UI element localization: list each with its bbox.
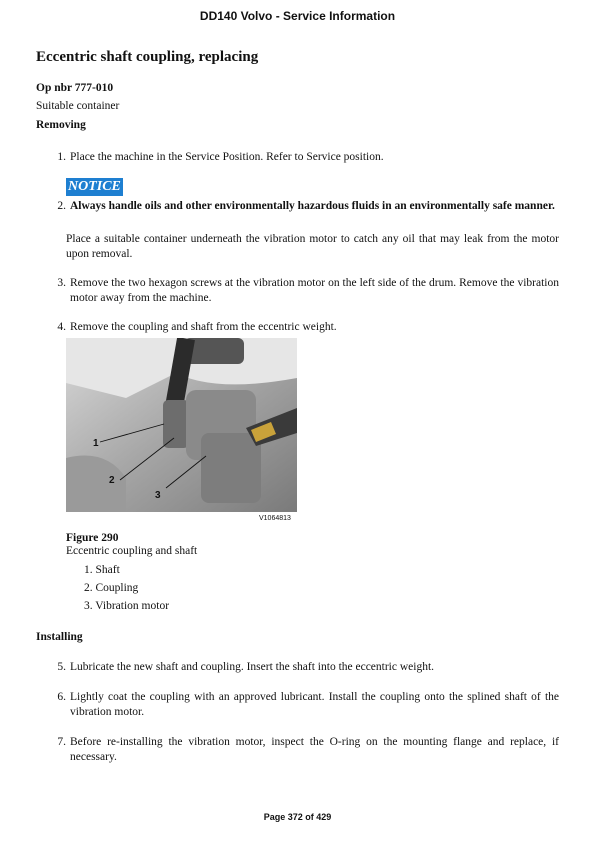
step-5 bbox=[48, 660, 559, 675]
step-number: 6. bbox=[57, 691, 66, 703]
op-number: Op nbr 777-010 bbox=[36, 82, 114, 94]
figure-item: 2. Coupling bbox=[84, 582, 139, 594]
step-6 bbox=[48, 690, 559, 720]
figure-item: 1. Shaft bbox=[84, 564, 120, 576]
step-number: 5. bbox=[57, 661, 66, 673]
step-text: Always handle oils and other environmentally hazardous fluids in an environmentally safe manner. bbox=[70, 200, 555, 212]
step-2-detail: Place a suitable container underneath the vibration motor to catch any oil that may leak from the motor upon removal. bbox=[66, 233, 559, 260]
step-text: Before re-installing the vibration motor, inspect the O-ring on the mounting flange and replace, if necessary. bbox=[70, 736, 559, 763]
callout-3: 3 bbox=[155, 490, 161, 501]
step-3 bbox=[48, 276, 559, 306]
step-number: 1. bbox=[57, 151, 66, 163]
step-number: 4. bbox=[57, 321, 66, 333]
figure-item: 3. Vibration motor bbox=[84, 600, 170, 612]
step-number: 2. bbox=[57, 200, 66, 212]
step-text: Lubricate the new shaft and coupling. Insert the shaft into the eccentric weight. bbox=[70, 661, 435, 673]
step-1 bbox=[48, 150, 559, 165]
figure-code: V1064813 bbox=[259, 515, 291, 522]
page-footer: Page 372 of 429 bbox=[263, 812, 332, 822]
step-text: Remove the two hexagon screws at the vibration motor on the left side of the drum. Remove the vibration motor away from the machine. bbox=[70, 277, 559, 304]
figure-caption: Eccentric coupling and shaft bbox=[66, 545, 198, 557]
tool-requirement: Suitable container bbox=[36, 100, 120, 112]
figure-photo bbox=[66, 338, 297, 512]
removing-heading: Removing bbox=[36, 119, 86, 131]
page-header: DD140 Volvo - Service Information bbox=[199, 9, 396, 23]
step-text: Place the machine in the Service Position. Refer to Service position. bbox=[70, 151, 384, 163]
callout-1: 1 bbox=[93, 438, 99, 449]
step-number: 7. bbox=[57, 736, 66, 748]
step-text: Remove the coupling and shaft from the eccentric weight. bbox=[70, 321, 337, 333]
step-2 bbox=[48, 199, 559, 214]
notice-badge: NOTICE bbox=[68, 179, 121, 194]
figure-label: Figure 290 bbox=[66, 532, 119, 544]
step-number: 3. bbox=[57, 277, 66, 289]
step-7 bbox=[48, 735, 559, 765]
callout-2: 2 bbox=[109, 475, 115, 486]
step-4 bbox=[48, 320, 559, 335]
page-title: Eccentric shaft coupling, replacing bbox=[36, 49, 259, 65]
installing-heading: Installing bbox=[36, 631, 83, 643]
step-text: Lightly coat the coupling with an approved lubricant. Install the coupling onto the splined shaft of the vibration motor. bbox=[70, 691, 559, 718]
